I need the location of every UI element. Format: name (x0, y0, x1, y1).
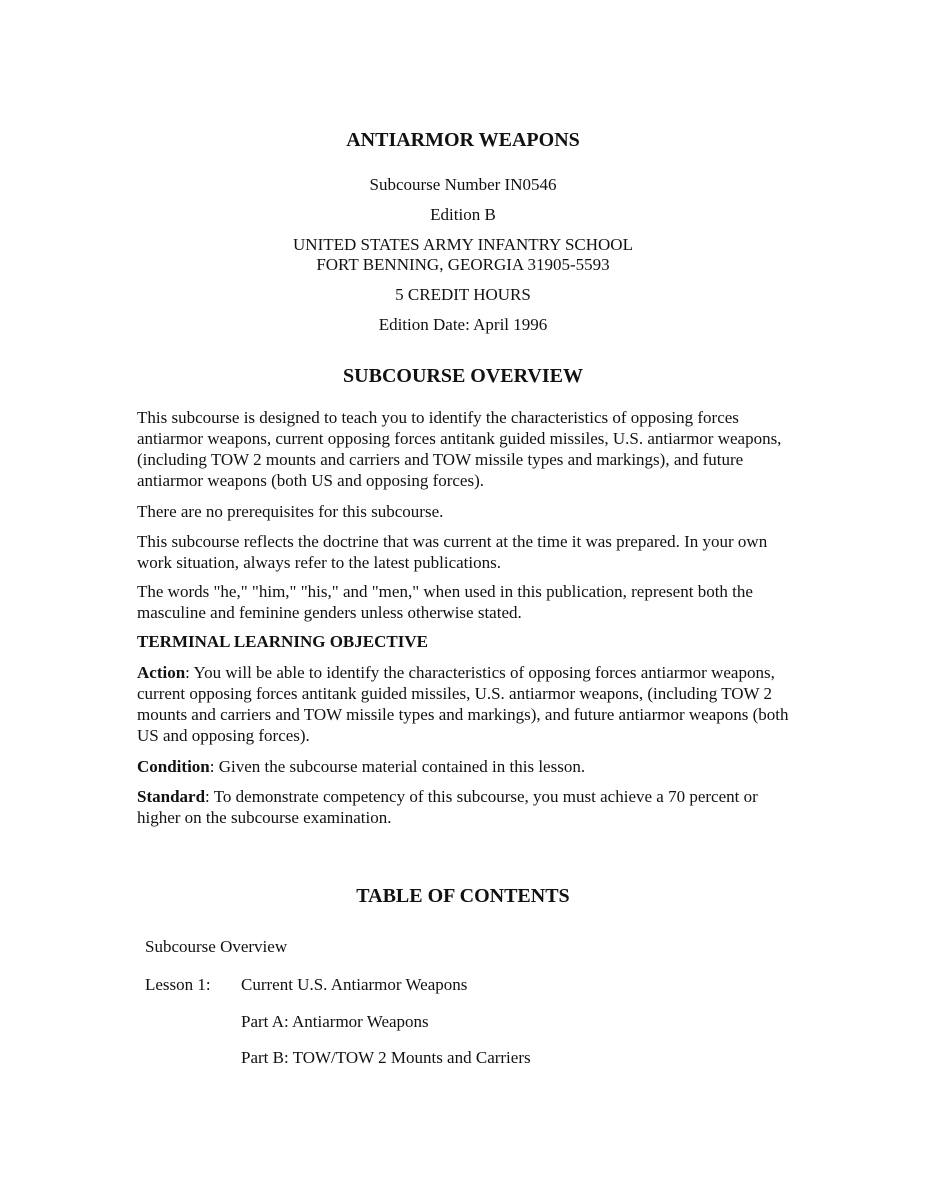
toc-lesson-title: Current U.S. Antiarmor Weapons (241, 975, 468, 994)
subcourse-number: Subcourse Number IN0546 (369, 175, 557, 194)
tlo-condition (137, 756, 797, 777)
standard-text: : To demonstrate competency of this subcourse, you must achieve a 70 percent or higher on the subcourse examination. (137, 787, 758, 827)
toc-part-a: Part A: Antiarmor Weapons (241, 1012, 429, 1031)
prerequisites-paragraph: There are no prerequisites for this subcourse. (137, 502, 444, 521)
tlo-standard (137, 786, 797, 828)
gender-paragraph: The words "he," "him," "his," and "men," when used in this publication, represent both the masculine and feminine genders unless otherwise stated. (137, 582, 753, 622)
school-name: UNITED STATES ARMY INFANTRY SCHOOL (293, 235, 633, 254)
condition-label: Condition (137, 757, 210, 776)
edition-date: Edition Date: April 1996 (378, 315, 548, 334)
tlo-action (137, 662, 797, 746)
tlo-heading: TERMINAL LEARNING OBJECTIVE (137, 632, 428, 651)
toc-heading: TABLE OF CONTENTS (356, 885, 570, 907)
edition: Edition B (430, 205, 496, 224)
document-title: ANTIARMOR WEAPONS (346, 129, 580, 151)
overview-paragraph: This subcourse is designed to teach you to identify the characteristics of opposing forces antiarmor weapons, current opposing forces antitank guided missiles, U.S. antiarmor weapons, (including TOW 2 mounts and carriers and TOW missile types and markings), and future antiarmor weapons (both US and opposing forces). (137, 408, 782, 490)
condition-text: : Given the subcourse material contained in this lesson. (209, 757, 586, 776)
toc-part-b: Part B: TOW/TOW 2 Mounts and Carriers (241, 1048, 531, 1067)
standard-label: Standard (137, 787, 206, 806)
toc-lesson-label: Lesson 1: (145, 975, 211, 994)
overview-heading: SUBCOURSE OVERVIEW (343, 365, 583, 387)
school-location: FORT BENNING, GEORGIA 31905-5593 (316, 255, 610, 274)
toc-entry-overview: Subcourse Overview (145, 937, 288, 956)
credit-hours: 5 CREDIT HOURS (395, 285, 531, 304)
action-label: Action (137, 663, 186, 682)
action-text: : You will be able to identify the characteristics of opposing forces antiarmor weapons, current opposing forces antitank guided missiles, U.S. antiarmor weapons, (including TOW 2 mounts and carriers and TOW missile types and markings), and future antiarmor weapons (both US and opposing forces). (137, 663, 789, 745)
doctrine-paragraph: This subcourse reflects the doctrine that was current at the time it was prepared. In your own work situation, always refer to the latest publications. (137, 532, 768, 572)
